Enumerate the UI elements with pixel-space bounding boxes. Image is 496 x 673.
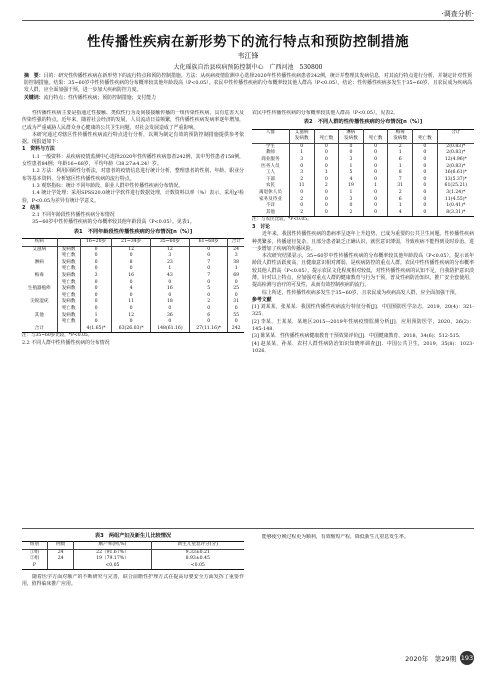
section-divider <box>22 528 474 529</box>
table-cell: 3 <box>228 253 244 260</box>
table-row <box>22 556 244 563</box>
table-cell: 0 <box>190 293 228 300</box>
table-cell: 0 <box>112 306 150 313</box>
table-row <box>22 280 244 287</box>
issue-label: 2020年 第29期 <box>405 654 456 663</box>
table-cell: 0 <box>314 177 339 184</box>
table-row <box>252 143 474 150</box>
table-cell: 8 <box>388 170 413 177</box>
result-subheading: 2.2 不同人群中性传播性疾病的分布情况 <box>22 339 110 346</box>
table-cell: 2(0.83)* <box>437 150 474 157</box>
table-header-row <box>252 129 474 136</box>
table-cell: 3 <box>339 157 364 164</box>
lower-right-text <box>252 534 474 634</box>
table-row <box>252 157 474 164</box>
keywords-block <box>24 95 472 102</box>
table-cell: 家务及待业 <box>252 197 289 204</box>
table-cell: 其他 <box>252 210 289 217</box>
table-cell: 0 <box>413 210 438 217</box>
table-cell <box>22 319 57 326</box>
table-subheader-row <box>252 136 474 143</box>
table-cell: 0 <box>314 203 339 210</box>
table-cell: 7 <box>388 177 413 184</box>
table-cell: 0 <box>363 197 388 204</box>
result-paragraph: 农民中性传播性疾病的分布概率较其他人群高（P<0.05）。见表2。 <box>252 110 399 116</box>
table-cell: 2 <box>339 210 364 217</box>
table-cell: 3(1.24)* <box>437 190 474 197</box>
table-cell: 2 <box>289 210 314 217</box>
table-cell: 8 <box>112 260 150 267</box>
table-row <box>252 177 474 184</box>
table-cell: 0 <box>314 143 339 150</box>
table-cell: 发病数 <box>57 273 80 280</box>
table-cell: 2 <box>388 143 413 150</box>
table-cell: 0 <box>228 306 244 313</box>
table-cell: 0 <box>190 306 228 313</box>
table-cell: 6 <box>190 313 228 320</box>
table-cell: 0 <box>339 203 364 210</box>
table-row <box>22 563 244 570</box>
table-cell: 尖锐湿疣 <box>22 299 57 306</box>
method-paragraph: 1.2 方法：利用回顾性分析法，对患者的疫情信息进行统计分析，整理患者的性别、年龄、职业分布等基本资料，分析辖区性传播性疾病的流行特点。 <box>22 168 244 182</box>
table-cell: 7 <box>190 260 228 267</box>
table-cell: 死亡数 <box>57 306 80 313</box>
table-cell: 61(25.21) <box>437 183 474 190</box>
table1-note: 注：与35~60岁比较，*P<0.05。 <box>22 333 93 339</box>
table-cell: 离退休人员 <box>252 190 289 197</box>
table-cell: 24 <box>47 556 73 563</box>
table-cell: 0 <box>363 150 388 157</box>
keywords-label: 关键词： <box>24 95 44 101</box>
section-heading: 1 资料与方法 <box>22 146 55 153</box>
table-cell: 0 <box>363 164 388 171</box>
table-cell: 0 <box>190 266 228 273</box>
table-cell: <0.05 <box>74 563 151 570</box>
table-header-cell: 人群 <box>252 129 289 136</box>
table-cell: 3 <box>80 273 112 280</box>
table-header-row <box>22 239 244 247</box>
table-cell: ②组 <box>22 556 47 563</box>
table-cell: 生殖器疱疹 <box>22 286 57 293</box>
table-cell: 12 <box>150 246 189 253</box>
table-cell: 3 <box>289 157 314 164</box>
table-cell: 0 <box>150 319 189 326</box>
table-cell: 商业服务 <box>252 157 289 164</box>
table-cell: 4 <box>112 286 150 293</box>
table-cell: 0 <box>228 293 244 300</box>
table-cell: 24 <box>47 549 73 556</box>
table-cell: 死亡数 <box>57 253 80 260</box>
table-cell: 5 <box>190 286 228 293</box>
table-cell: 0 <box>150 306 189 313</box>
table-cell <box>57 326 80 333</box>
table-row <box>252 150 474 157</box>
table-cell: 死亡数 <box>57 266 80 273</box>
table-cell: 3 <box>339 197 364 204</box>
table-cell: 1 <box>150 266 189 273</box>
table-cell: 25 <box>228 286 244 293</box>
table-header-cell: 顺产率(例,%) <box>74 542 151 550</box>
table-header-cell: 21~34岁 <box>112 239 150 247</box>
table-cell: 0 <box>289 143 314 150</box>
table2-caption: 表2 不同人群的性传播性疾病的分布情况[n（%）] <box>303 119 423 126</box>
table-cell: 0 <box>190 253 228 260</box>
table-cell: 0 <box>363 170 388 177</box>
table-cell: 艾滋病 <box>22 246 57 253</box>
table-row <box>252 164 474 171</box>
table-cell: 12 <box>112 313 150 320</box>
table-cell: 69 <box>228 273 244 280</box>
table-cell: 22（91.67%） <box>74 549 151 556</box>
table-cell: 0 <box>363 210 388 217</box>
discussion-paragraph: 综上所述，性传播性疾病多发生于35~60岁，且农民成为疾病高发人群，应全面加强干预。 <box>262 289 460 296</box>
table-row <box>252 210 474 217</box>
table-row <box>22 260 244 267</box>
table-cell: 3 <box>150 253 189 260</box>
table-cell: 0 <box>314 157 339 164</box>
table-cell: 0 <box>112 266 150 273</box>
table2 <box>252 129 474 218</box>
table-cell: 合计 <box>22 326 57 333</box>
table-cell: 1 <box>314 170 339 177</box>
section-heading: 2 结果 <box>22 204 41 211</box>
method-paragraph: 1.3 观察指标：统计不同年龄段、职业人群中性传播性疾病分布情况。 <box>32 182 184 189</box>
table-cell: 发病数 <box>57 313 80 320</box>
table-cell: 12 <box>112 246 150 253</box>
table-cell: 6 <box>388 157 413 164</box>
table-header-cell <box>437 136 474 143</box>
discussion-paragraph: 本次研究结果显示，35~60岁中性传播性疾病的分布概率较其他年龄段高（P<0.05）。提示该年龄段人群性活跃度高，且健康意识相对薄弱，是疾病防控的重点人群。农民中性传播性疾病的分布概率较其他人群高（P<0.05）。提示农民文化程度相对较低，对性传播性疾病的认知不足，自我防护意识淡薄。针对以上特点，应加强对重点人群的健康教育与行为干预，普及性病防治知识，推广安全套使用，提高检测与治疗的可及性，从而有效控制疾病的流行。 <box>252 253 474 289</box>
table-cell: 医务人员 <box>252 164 289 171</box>
table-cell: 0 <box>228 319 244 326</box>
method-paragraph: 1.4 统计学处理：采用SPSS20.0统计学软件进行数据处理，计数资料以率（%）表示，采用χ²检验，P<0.05为差异有统计学意义。 <box>22 190 244 204</box>
table-cell: 教师 <box>252 150 289 157</box>
table-cell: ①组 <box>22 549 47 556</box>
section-label: ·调查分析· <box>441 10 474 18</box>
table-header-cell: 组别 <box>22 542 47 550</box>
table-cell: 0 <box>314 190 339 197</box>
table-row <box>252 203 474 210</box>
table-cell <box>22 253 57 260</box>
table-cell: 11(4.55)* <box>437 197 474 204</box>
table-cell: 31 <box>228 299 244 306</box>
page-number: 193 <box>460 651 474 665</box>
lower-left-text <box>22 574 244 634</box>
table-cell: 0 <box>339 150 364 157</box>
table-cell: 0 <box>413 157 438 164</box>
table-cell: 0 <box>314 210 339 217</box>
table-header-cell: 发病数 <box>289 136 314 143</box>
table-cell: 1 <box>388 150 413 157</box>
table-cell: 38 <box>228 260 244 267</box>
table-cell: 0 <box>413 197 438 204</box>
table-cell: 0 <box>314 197 339 204</box>
table-header-cell: 16~20岁 <box>80 239 112 247</box>
table-cell: 0 <box>413 143 438 150</box>
table-cell: 1 <box>80 313 112 320</box>
table-cell: 0 <box>413 170 438 177</box>
table-cell: 0 <box>80 253 112 260</box>
table-cell: 0 <box>80 260 112 267</box>
reference-item: [3] 陈某某．性传播性疾病健康教育干预效果评价[J]．中国健康教育，2018，34(6)：512-515． <box>252 333 464 340</box>
table1 <box>22 238 244 333</box>
table-cell: 11 <box>289 183 314 190</box>
table-cell: 死亡数 <box>57 293 80 300</box>
table-cell: 发病数 <box>57 260 80 267</box>
table-cell: 学生 <box>252 143 289 150</box>
table-cell: 淋病 <box>22 260 57 267</box>
table-cell: 0 <box>228 280 244 287</box>
table-cell: 0 <box>413 177 438 184</box>
table-cell: 0 <box>413 203 438 210</box>
article-title: 性传播性疾病在新形势下的流行特点和预防控制措施 <box>87 34 409 50</box>
lower-paragraph: 能够使分娩过程更为顺利，有效缩短产程，降低新生儿窒息发生率。 <box>262 534 409 540</box>
table-row <box>22 246 244 253</box>
table-cell: 0 <box>80 246 112 253</box>
table-cell: 0 <box>190 280 228 287</box>
table-cell: 1 <box>388 164 413 171</box>
table-cell: 0 <box>314 164 339 171</box>
table-cell: 不详 <box>252 203 289 210</box>
method-paragraph: 1.1 一般资料：从疾病疫情监测中心选择2020年性传播性疾病患者242例，其中男性患者158例，女性患者84例；年龄16~68岁，平均年龄（38.27±4.24）岁。 <box>22 153 244 168</box>
table-cell: 0 <box>339 143 364 150</box>
table-cell: 农民 <box>252 183 289 190</box>
table-cell: 0 <box>80 319 112 326</box>
table-row <box>252 170 474 177</box>
table-header-cell: 梅毒 <box>388 129 413 136</box>
table-cell: 梅毒 <box>22 273 57 280</box>
table-cell: 1 <box>339 164 364 171</box>
table-cell: 19 <box>339 183 364 190</box>
table-cell: 43 <box>150 273 189 280</box>
table-cell: 0 <box>314 150 339 157</box>
table-cell: 0 <box>80 280 112 287</box>
table-row <box>22 273 244 280</box>
right-column <box>252 110 474 524</box>
table-cell: 19（79.17%） <box>74 556 151 563</box>
table-cell: 0 <box>289 203 314 210</box>
table-cell: 4(1.65)* <box>80 326 112 333</box>
table-cell: 55 <box>228 313 244 320</box>
table-cell: 11 <box>112 299 150 306</box>
table-cell: 0 <box>80 266 112 273</box>
reference-item: [1] 刘某某，张某某．我国性传播性疾病流行特征分析[J]．中国预防医学杂志，2019，20(4)：321-325． <box>252 304 474 318</box>
table-cell: 0 <box>190 319 228 326</box>
table-header-cell <box>252 136 289 143</box>
table-cell: 2(0.83)* <box>437 164 474 171</box>
table-cell: 发病数 <box>57 286 80 293</box>
table-cell: 0 <box>413 150 438 157</box>
table-header-cell: 发病数 <box>388 136 413 143</box>
table-cell: 发病数 <box>57 246 80 253</box>
table-cell: 死亡数 <box>57 280 80 287</box>
table-cell: 0 <box>150 293 189 300</box>
page-footer <box>405 651 474 665</box>
table1-caption: 表1 不同年龄段性传播性疾病的分布情况[n（%）] <box>73 228 193 235</box>
intro-paragraph: 性传播性疾病主要是指通过性接触、类似性行为及间接接触传播的一组传染性疾病，具有危害大及传染性强的特点。近年来，随着社会经济的发展，人员流动日益频繁，性传播性疾病发病率逐年增加，已成为严重威胁人民群众身心健康的公共卫生问题，对社会发展造成了严重影响。 <box>22 110 244 131</box>
discussion-paragraph: 近年来，我国性传播性疾病的患病率呈逐年上升趋势，已成为重要的公共卫生问题。性传播性疾病种类繁多，传播途径复杂，且部分患者缺乏正确认识，就医意识薄弱，导致疾病不能得到及时诊治，进一步增加了疾病的传播风险。 <box>252 231 474 252</box>
table-cell: 0 <box>112 293 150 300</box>
table-cell: 2 <box>289 197 314 204</box>
table-cell: 0 <box>413 183 438 190</box>
result-subheading: 2.1 不同年龄段性传播性疾病分布情况 <box>32 212 115 219</box>
table-cell: 9.33±0.21 <box>151 549 244 556</box>
reference-item: [4] 赵某某，孙某．农村人群性病防治知识知晓率调查[J]．中国公共卫生，2019，35(8)：1023-1026． <box>252 340 474 354</box>
table-cell: 其他 <box>22 313 57 320</box>
keywords-text: 流行特点；性传播性疾病；预防控制措施；支付能力 <box>43 95 157 101</box>
table-cell: 2 <box>388 190 413 197</box>
table-cell: 1(0.41)* <box>437 203 474 210</box>
table-row <box>252 197 474 204</box>
table-header-cell: 死亡数 <box>314 136 339 143</box>
table-header-row <box>22 542 244 550</box>
table-header-cell: 死亡数 <box>363 136 388 143</box>
table-cell: 0 <box>112 319 150 326</box>
table-cell: 16 <box>150 286 189 293</box>
table-row <box>22 549 244 556</box>
table-cell: 2(0.83)* <box>437 143 474 150</box>
table-cell: 8(3.31)* <box>437 210 474 217</box>
table-cell: 0 <box>80 299 112 306</box>
table-row <box>22 253 244 260</box>
table-cell: 1 <box>228 266 244 273</box>
lower-paragraph: 随着医学方面对顺产的不断研究与完善，联合前瞻性护理方式在提高母婴安全方面发挥了重要作用，值得临床推广应用。 <box>22 574 244 588</box>
table-header-cell: 发病数 <box>339 136 364 143</box>
table-cell: 148(61.16) <box>150 326 189 333</box>
table-cell: 3 <box>289 170 314 177</box>
table-cell: 36 <box>150 313 189 320</box>
table-cell: 5 <box>339 170 364 177</box>
table-cell: 0 <box>363 203 388 210</box>
table-cell: 发病数 <box>57 299 80 306</box>
table-header-cell: 例数 <box>47 542 73 550</box>
table3 <box>22 541 244 570</box>
table-cell: 7 <box>190 273 228 280</box>
table-header-cell: 艾滋病 <box>289 129 314 136</box>
table-header-cell: 35~60岁 <box>150 239 189 247</box>
table-cell: 0 <box>363 143 388 150</box>
result-paragraph: 35~60岁中性传播性疾病的分布概率较其他年龄段高（P<0.05）。见表1。 <box>32 219 195 226</box>
author-name: 韦江锋 <box>237 52 259 60</box>
table-row <box>22 313 244 320</box>
table-row <box>22 319 244 326</box>
table-row <box>252 183 474 190</box>
table-row <box>22 306 244 313</box>
table-cell: 0 <box>80 286 112 293</box>
table-cell: 4 <box>388 210 413 217</box>
table-row <box>22 286 244 293</box>
intro-paragraph: 本研究通过对辖区性传播性疾病流行特点进行分析，以期为制定有效的预防控制措施提供参考依据。现报道如下： <box>22 131 244 146</box>
abstract-label: 摘 要： <box>24 73 44 79</box>
table-cell: 12(4.96)* <box>437 157 474 164</box>
table-header-cell: 合计 <box>437 129 474 136</box>
table3-caption: 表3 两组产妇及新生儿比较情况 <box>94 533 172 539</box>
table-cell: 0 <box>363 157 388 164</box>
table-cell: 1 <box>388 203 413 210</box>
table-header-cell: 新生儿窒息评分(分) <box>151 542 244 550</box>
table-cell: 2 <box>289 177 314 184</box>
table-cell: 工人 <box>252 170 289 177</box>
table-header-cell <box>57 239 80 247</box>
table-cell: 63(26.03)* <box>112 326 150 333</box>
header-bar <box>22 9 474 21</box>
table-cell <box>47 563 73 570</box>
table-cell: 2 <box>314 183 339 190</box>
table-cell: 18 <box>150 299 189 306</box>
table-cell: 0 <box>80 306 112 313</box>
table-header-cell: 合计 <box>228 239 244 247</box>
table-cell: 1 <box>363 183 388 190</box>
table-cell: 8.93±0.45 <box>151 556 244 563</box>
references <box>252 297 474 355</box>
table-cell: 4 <box>339 177 364 184</box>
table-cell: 242 <box>228 326 244 333</box>
table-cell: 31 <box>388 183 413 190</box>
left-column <box>22 110 244 524</box>
table3-block <box>22 530 244 570</box>
table-cell: P <box>22 563 47 570</box>
table-row <box>252 190 474 197</box>
table-cell: 1 <box>289 150 314 157</box>
table-cell: 27(11.16)* <box>190 326 228 333</box>
table-cell: 24 <box>228 246 244 253</box>
table-header-cell: 61~68岁 <box>190 239 228 247</box>
table-row <box>22 326 244 333</box>
table-cell: 0 <box>112 280 150 287</box>
table-cell: 0 <box>112 253 150 260</box>
table-cell: 干部 <box>252 177 289 184</box>
table-cell <box>22 306 57 313</box>
reference-item: [2] 李某，王某某．某地区2015—2019年性病疫情监测分析[J]．应用预防医学，2020，26(2)：145-148． <box>252 318 474 333</box>
table-cell: 23 <box>150 260 189 267</box>
table-cell: 0 <box>413 164 438 171</box>
table-header-cell: 疾病 <box>22 239 57 247</box>
table-cell: 0 <box>150 280 189 287</box>
table-cell: 0 <box>413 190 438 197</box>
table-row <box>22 299 244 306</box>
table2-note: 注：与农民比较，*P<0.05。 <box>252 217 312 223</box>
table-cell: 2 <box>190 299 228 306</box>
table-cell: 16(6.61)* <box>437 170 474 177</box>
table-cell: 0 <box>80 293 112 300</box>
table-cell: 16 <box>112 273 150 280</box>
table-cell: 0 <box>190 246 228 253</box>
table-cell: 6 <box>388 197 413 204</box>
table-header-cell: 淋病 <box>339 129 364 136</box>
abstract-text: 目的：研究性传播性疾病在新形势下的流行特点和预防控制措施。方法：从疾病疫情监测中心选择2020年性传播性疾病患者242例，统计并整理其发病信息，对其流行特点进行分析，并制定针对性预防控制措施。结果：35~60岁中性传播性疾病的分布概率较其他年龄段高（P<0.05）。农民中性传播性疾病的分布概率较其他人群高（P<0.05）。结论：性传播性疾病多发生于35~60岁，且农民成为疾病高发人群，应全面加强干预，进一步加大疾病防控力度。 <box>24 73 472 94</box>
table-cell: 1 <box>339 190 364 197</box>
abstract-block <box>24 73 472 95</box>
references-title: 参考文献 <box>252 296 272 303</box>
table-header-cell: 死亡数 <box>413 136 438 143</box>
author-affiliation: 大化瑶族自治县疾病预防控制中心 广西河池 530800 <box>173 64 323 71</box>
table-cell: 0 <box>363 190 388 197</box>
table-cell: 0 <box>289 164 314 171</box>
table-cell: 死亡数 <box>57 319 80 326</box>
table-cell: <0.05 <box>151 563 244 570</box>
table-cell: 13(5.37)* <box>437 177 474 184</box>
section-heading: 3 讨论 <box>252 223 271 230</box>
table-cell: 0 <box>289 190 314 197</box>
table-cell: 0 <box>363 177 388 184</box>
